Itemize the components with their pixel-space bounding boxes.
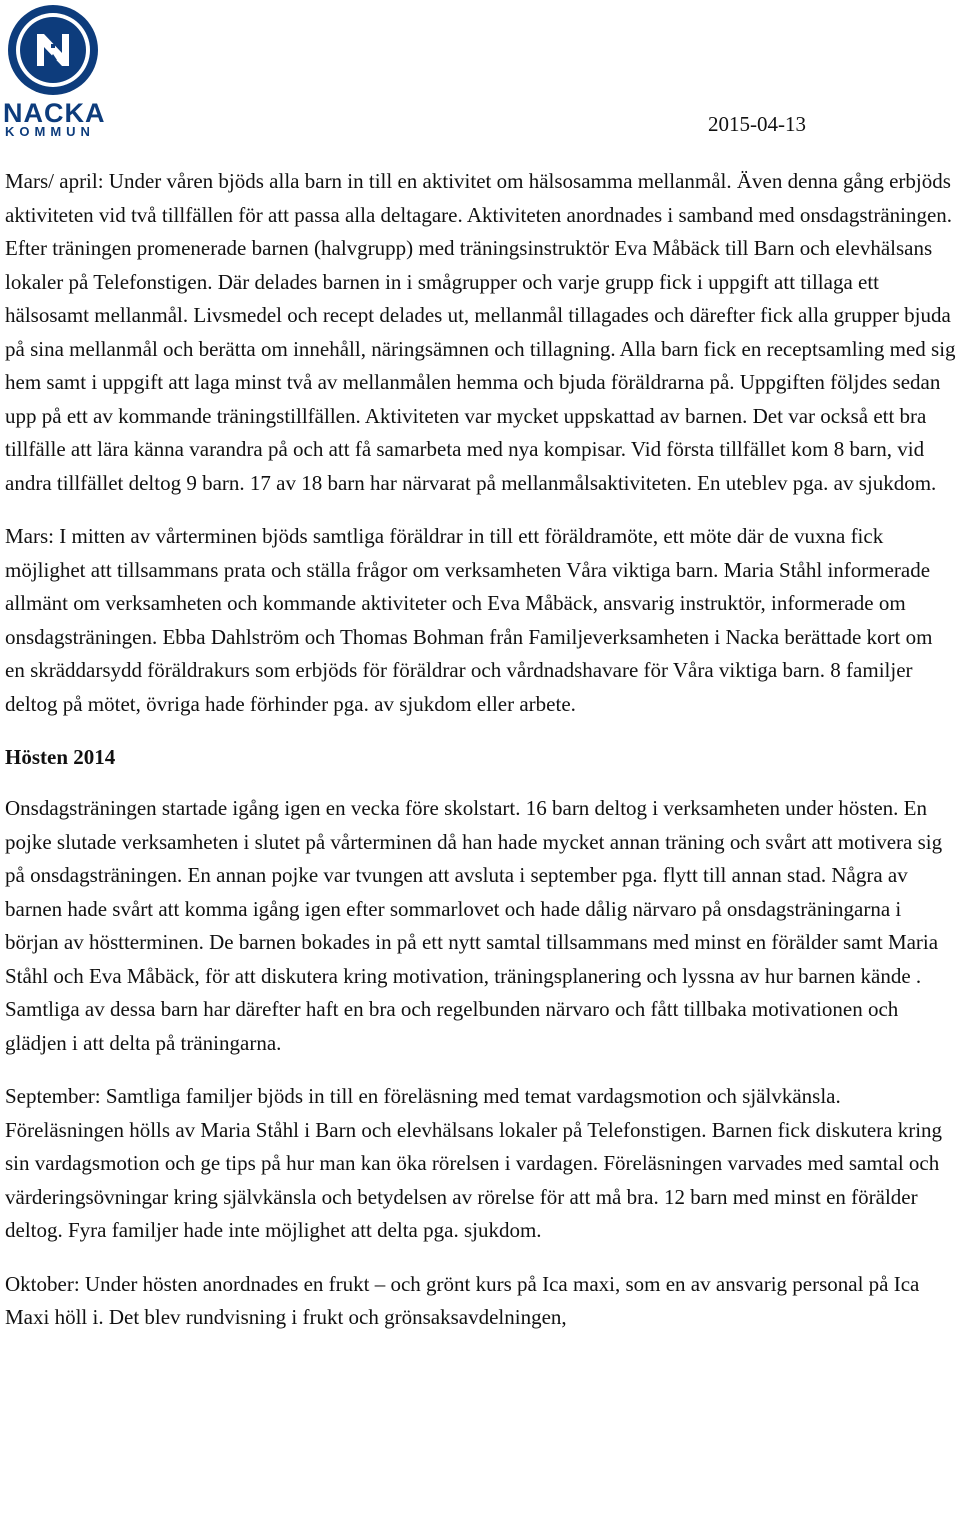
- document-date: 2015-04-13: [708, 112, 806, 136]
- paragraph-onsdagstraningen: Onsdagsträningen startade igång igen en vecka före skolstart. 16 barn deltog i verksamheten under hösten. En pojke slutade verksamheten i slutet på vårterminen då han hade mycket annan träning och svårt att motivera sig på onsdagsträningen. En annan pojke var tvungen att avsluta i september pga. flytt till annan stad. Några av barnen hade svårt att komma igång igen efter sommarlovet och hade dålig närvaro på onsdagsträningarna i början av höstterminen. De barnen bokades in på ett nytt samtal tillsammans med minst en förälder samt Maria Ståhl och Eva Måbäck, för att diskutera kring motivation, träningsplanering och lyssna av hur barnen kände . Samtliga av dessa barn har därefter haft en bra och regelbunden närvaro och fått tillbaka motivationen och glädjen i att delta på träningarna.: [5, 796, 943, 1055]
- page-header: [0, 0, 960, 150]
- paragraph-september: September: Samtliga familjer bjöds in till en föreläsning med temat vardagsmotion och självkänsla. Föreläsningen hölls av Maria Ståhl i Barn och elevhälsans lokaler på Telefonstigen. Barnen fick diskutera kring sin vardagsmotion och ge tips på hur man kan öka rörelsen i vardagen. Föreläsningen varvades med samtal och värderingsövningar kring självkänsla och betydelsen av rörelse för att må bra. 12 barn med minst en förälder deltog. Fyra familjer hade inte möjlighet att delta pga. sjukdom.: [5, 1084, 943, 1242]
- paragraph-mars-april: Mars/ april: Under våren bjöds alla barn in till en aktivitet om hälsosamma mellanmål. Även denna gång erbjöds aktiviteten vid två tillfällen för att passa alla deltagare. Aktiviteten anordnades i samband med onsdagsträningen. Efter träningen promenerade barnen (halvgrupp) med träningsinstruktör Eva Måbäck till Barn och elevhälsans lokaler på Telefonstigen. Där delades barnen in i smågrupper och varje grupp fick i uppgift att tillaga ett hälsosamt mellanmål. Livsmedel och recept delades ut, mellanmål tillagades och därefter fick alla grupper bjuda på sina mellanmål och berätta om innehåll, näringsämnen och tillagning. Alla barn fick en receptsamling med sig hem samt i uppgift att laga minst två av mellanmålen hemma och bjuda föräldrarna på. Uppgiften följdes sedan upp på ett av kommande träningstillfällen. Aktiviteten var mycket uppskattad av barnen. Det var också ett bra tillfälle att lära känna varandra på och att få samarbeta med nya kompisar. Vid första tillfället kom 8 barn, vid andra tillfället deltog 9 barn. 17 av 18 barn har närvarat på mellanmålsaktiviteten. En uteblev pga. av sjukdom.: [5, 169, 956, 495]
- nacka-kommun-logo: [3, 4, 130, 139]
- document-body: [5, 165, 957, 1335]
- logo-subtitle: KOMMUN: [5, 124, 95, 139]
- section-heading: Hösten 2014: [5, 745, 116, 769]
- logo-name: NACKA: [3, 98, 106, 128]
- paragraph-oktober: Oktober: Under hösten anordnades en frukt – och grönt kurs på Ica maxi, som en av ansvarig personal på Ica Maxi höll i. Det blev rundvisning i frukt och grönsaksavdelningen,: [5, 1271, 920, 1329]
- nacka-emblem-icon: [7, 4, 99, 96]
- paragraph-mars: Mars: I mitten av vårterminen bjöds samtliga föräldrar in till ett föräldramöte, ett möte där de vuxna fick möjlighet att tillsammans prata och ställa frågor om verksamheten Våra viktiga barn. Maria Ståhl informerade allmänt om verksamheten och kommande aktiviteter och Eva Måbäck, ansvarig instruktör, informerade om onsdagsträningen. Ebba Dahlström och Thomas Bohman från Familjeverksamheten i Nacka berättade kort om en skräddarsydd föräldrakurs som erbjöds för föräldrar och vårdnadshavare för Våra viktiga barn. 8 familjer deltog på mötet, övriga hade förhinder pga. av sjukdom eller arbete.: [5, 524, 933, 716]
